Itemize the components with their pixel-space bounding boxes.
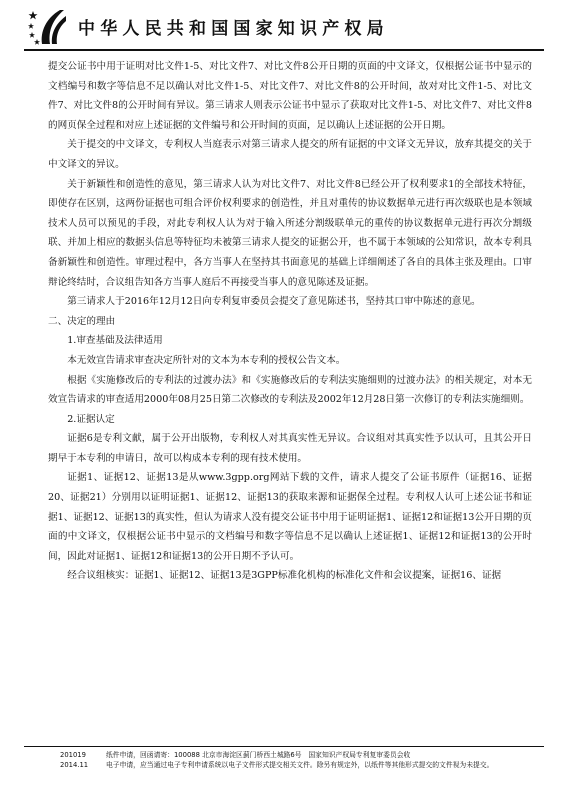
footer-mail-notice: 纸件申请，回函请寄：100088 北京市海淀区蓟门桥西土城路6号 国家知识产权局专利复审委员会收 xyxy=(106,751,411,759)
paragraph-8: 证据1、证据12、证据13是从www.3gpp.org网站下载的文件，请求人提交了公证书原件（证据16、证据20、证据21）分别用以证明证据1、证据12、证据13的获取来源和证据保全过程。专利权人认可上述公证书和证据1、证据12、证据13的真实性，但认为请求人没有提交公证书中用于证明证据1、证据12和证据13公开日期的页面的中文译文，仅根据公证书中显示的文档编号和数字等信息不足以确认上述证据1、证据12和证据13的公开时间，因此对证据1、证据12和证据13的公开日期不予认可。 xyxy=(48,472,532,562)
form-version: 2014.11 xyxy=(60,761,89,769)
footer-divider xyxy=(24,746,544,747)
paragraph-4: 第三请求人于2016年12月12日向专利复审委员会提交了意见陈述书，坚持其口审中陈述的意见。 xyxy=(67,296,481,308)
cnipa-logo-icon xyxy=(28,8,68,46)
org-title: 中华人民共和国国家知识产权局 xyxy=(78,19,389,39)
page-footer xyxy=(60,750,540,770)
paragraph-7: 证据6是专利文献，属于公开出版物，专利权人对其真实性无异议。合议组对其真实性予以认可，且其公开日期早于本专利的申请日，故可以构成本专利的现有技术使用。 xyxy=(48,433,532,464)
paragraph-3: 关于新颖性和创造性的意见，第三请求人认为对比文件7、对比文件8已经公开了权利要求1的全部技术特征，即使存在区别，这两份证据也可组合评价权利要求的创造性，并且对重传的协议数据单元进行再次级联也是本领域技术人员可以预见的手段，对此专利权人认为对于输入所述分割级联单元的重传的协议数据单元进行再次分割级联、并加上相应的数据头信息等特征均未被第三请求人提交的证据公开，也不属于本领域的公知常识，故本专利具备新颖性和创造性。审理过程中，各方当事人在坚持其书面意见的基础上详细阐述了各自的具体主张及理由。口审辩论终结时，合议组告知各方当事人庭后不再接受当事人的意见陈述及证据。 xyxy=(48,178,532,288)
footer-row-2 xyxy=(60,760,540,770)
section-heading: 二、决定的理由 xyxy=(48,315,116,327)
paragraph-5: 本无效宣告请求审查决定所针对的文本为本专利的授权公告文本。 xyxy=(67,354,346,366)
document-body xyxy=(48,57,532,586)
header-divider xyxy=(24,49,544,51)
page-header xyxy=(0,0,565,50)
paragraph-6: 根据《实施修改后的专利法的过渡办法》和《实施修改后的专利法实施细则的过渡办法》的相关规定，对本无效宣告请求的审查适用2000年08月25日第二次修改的专利法及2002年12月28日第一次修订的专利法实施细则。 xyxy=(48,374,532,406)
form-code: 201019 xyxy=(60,751,86,759)
footer-electronic-notice: 电子申请，应当通过电子专利申请系统以电子文件形式提交相关文件。除另有规定外，以纸件等其他形式提交的文件视为未提交。 xyxy=(106,761,494,769)
footer-row-1 xyxy=(60,750,540,760)
paragraph-2: 关于提交的中文译文，专利权人当庭表示对第三请求人提交的所有证据的中文译文无异议，放弃其提交的关于中文译文的异议。 xyxy=(48,139,532,170)
paragraph-1: 提交公证书中用于证明对比文件1-5、对比文件7、对比文件8公开日期的页面的中文译文，仅根据公证书中显示的文档编号和数字等信息不足以确认对比文件1-5、对比文件7、对比文件8的公开时间，故对对比文件1-5、对比文件7、对比文件8的公开时间有异议。第三请求人则表示公证书中显示了获取对比文件1-5、对比文件7、对比文件8的网页保全过程和对应上述证据的文件编号和公开时间的页面，足以确认上述证据的公开日期。 xyxy=(48,61,532,131)
paragraph-9: 经合议组核实：证据1、证据12、证据13是3GPP标准化机构的标准化文件和会议提案，证据16、证据 xyxy=(67,570,502,582)
subsection-heading-2: 2.证据认定 xyxy=(67,413,115,425)
subsection-heading-1: 1.审查基础及法律适用 xyxy=(67,335,163,347)
